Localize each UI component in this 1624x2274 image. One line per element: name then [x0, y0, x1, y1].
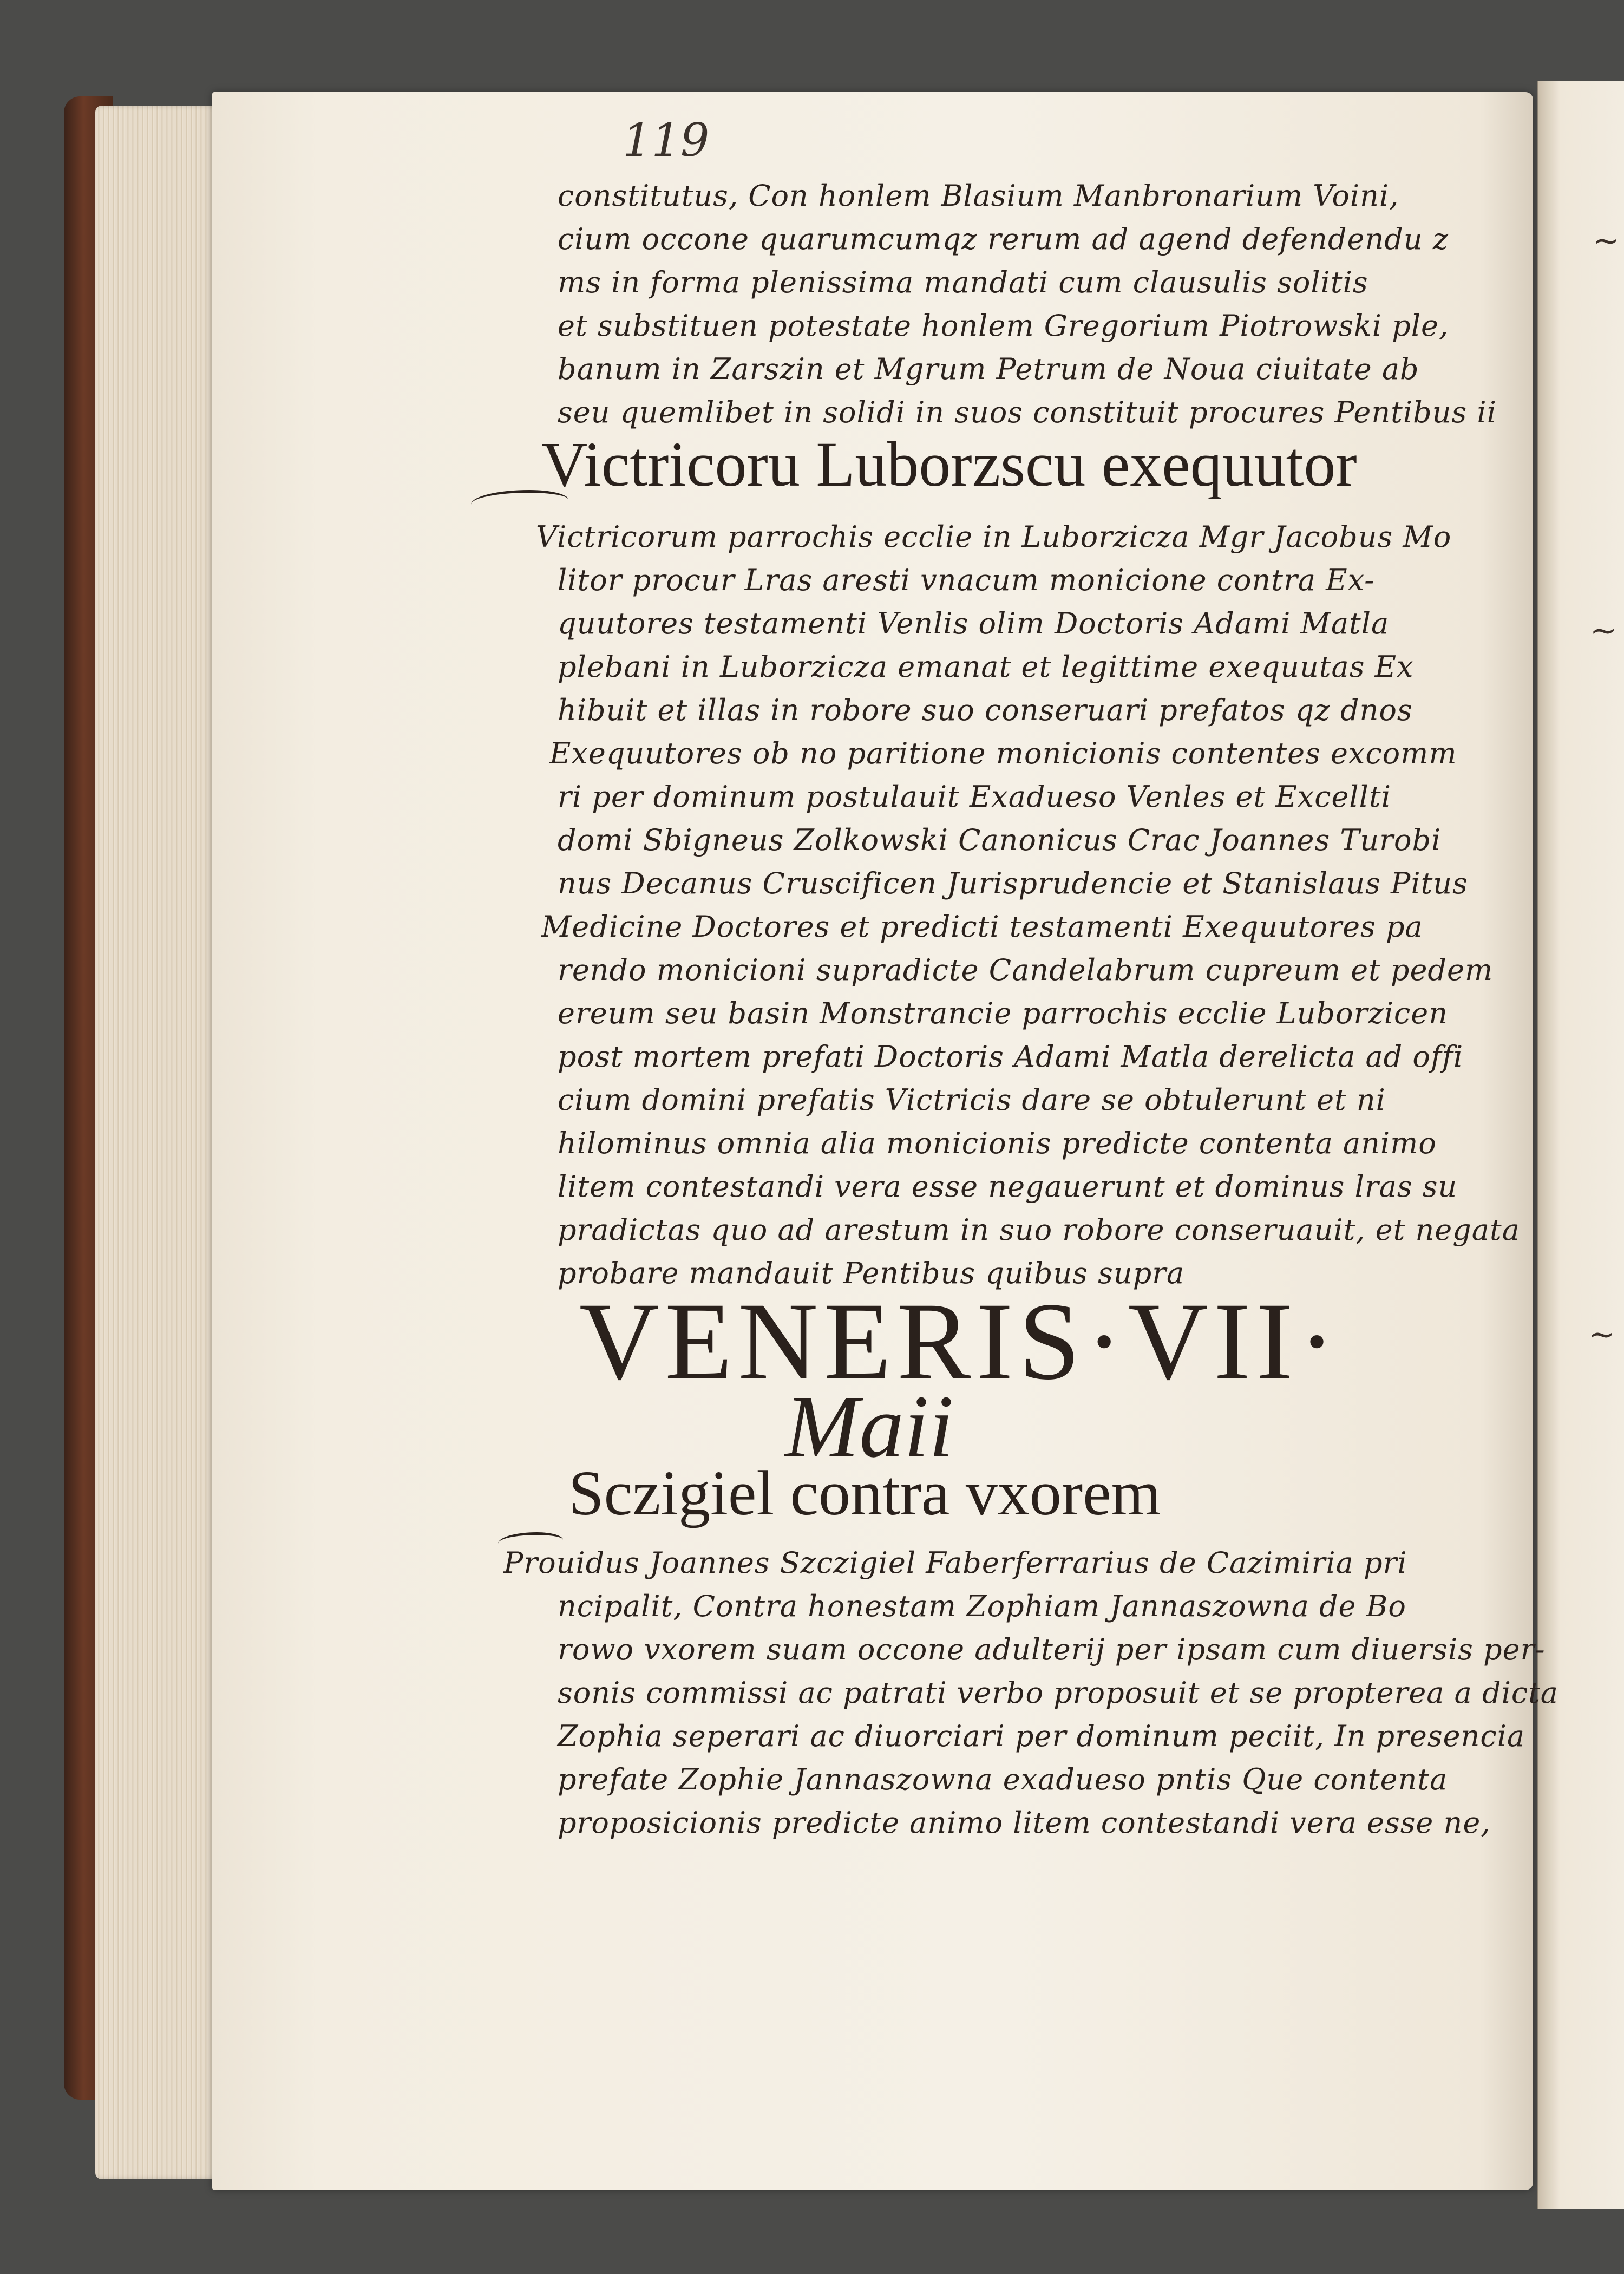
- text-line: cium domini prefatis Victricis dare se obtulerunt et ni: [558, 1083, 1386, 1117]
- text-line: sonis commissi ac patrati verbo proposuit et se propterea a dicta: [558, 1676, 1559, 1710]
- text-line: proposicionis predicte animo litem contestandi vera esse ne,: [558, 1806, 1491, 1840]
- page-edges: [95, 106, 220, 2179]
- text-line: plebani in Luborzicza emanat et legittime exequutas Ex: [558, 650, 1414, 684]
- text-line: ncipalit, Contra honestam Zophiam Jannaszowna de Bo: [558, 1589, 1406, 1623]
- facing-page-marks: ~: [1590, 612, 1618, 650]
- date-heading-month: Maii: [785, 1377, 954, 1476]
- text-line: quutores testamenti Venlis olim Doctoris Adami Matla: [558, 606, 1390, 641]
- text-line: Medicine Doctores et predicti testamenti Exequutores pa: [541, 910, 1423, 944]
- facing-page-marks: ~: [1588, 1316, 1616, 1354]
- text-line: constitutus, Con honlem Blasium Manbronarium Voini,: [558, 179, 1399, 213]
- text-line: ri per dominum postulauit Exadueso Venles et Excellti: [558, 780, 1391, 814]
- facing-page-edge: [1537, 81, 1624, 2209]
- date-heading: VENERIS·VII·: [579, 1280, 1341, 1403]
- text-line: Zophia seperari ac diuorciari per dominum peciit, In presencia: [558, 1719, 1525, 1753]
- text-line: hilominus omnia alia monicionis predicte contenta animo: [558, 1126, 1437, 1160]
- text-line: banum in Zarszin et Mgrum Petrum de Noua ciuitate ab: [558, 352, 1419, 386]
- text-line: prefate Zophie Jannaszowna exadueso pntis Que contenta: [558, 1762, 1448, 1796]
- text-line: pradictas quo ad arestum in suo robore conseruauit, et negata: [558, 1213, 1520, 1247]
- text-line: nus Decanus Cruscificen Jurisprudencie et Stanislaus Pitus: [558, 866, 1468, 900]
- text-line: rowo vxorem suam occone adulterij per ipsam cum diuersis per-: [558, 1632, 1546, 1667]
- text-line: ereum seu basin Monstrancie parrochis ecclie Luborzicen: [558, 996, 1448, 1030]
- facing-page-marks: ~: [1593, 222, 1620, 260]
- section-heading: Sczigiel contra vxorem: [568, 1458, 1161, 1528]
- text-line: et substituen potestate honlem Gregorium Piotrowski ple,: [558, 309, 1449, 343]
- text-line: litor procur Lras aresti vnacum monicione contra Ex-: [558, 563, 1375, 597]
- section-heading: Victricoru Luborzscu exequutor: [541, 429, 1357, 500]
- text-line: Exequutores ob no paritione monicionis contentes excomm: [549, 736, 1457, 770]
- text-line: rendo monicioni supradicte Candelabrum cupreum et pedem: [558, 953, 1494, 987]
- text-line: litem contestandi vera esse negauerunt et dominus lras su: [558, 1169, 1458, 1204]
- text-line: probare mandauit Pentibus quibus supra: [558, 1256, 1185, 1290]
- text-line: Victricorum parrochis ecclie in Luborzicza Mgr Jacobus Mo: [536, 520, 1452, 554]
- text-line: Prouidus Joannes Szczigiel Faberferrarius de Cazimiria pri: [503, 1546, 1407, 1580]
- text-line: cium occone quarumcumqz rerum ad agend defendendu z: [558, 222, 1449, 256]
- text-line: post mortem prefati Doctoris Adami Matla derelicta ad offi: [558, 1040, 1464, 1074]
- folio-number: 119: [623, 114, 710, 167]
- text-line: ms in forma plenissima mandati cum clausulis solitis: [558, 265, 1368, 299]
- text-line: hibuit et illas in robore suo conseruari prefatos qz dnos: [558, 693, 1413, 727]
- text-line: seu quemlibet in solidi in suos constituit procures Pentibus ii: [558, 395, 1497, 429]
- text-line: domi Sbigneus Zolkowski Canonicus Crac Joannes Turobi: [558, 823, 1442, 857]
